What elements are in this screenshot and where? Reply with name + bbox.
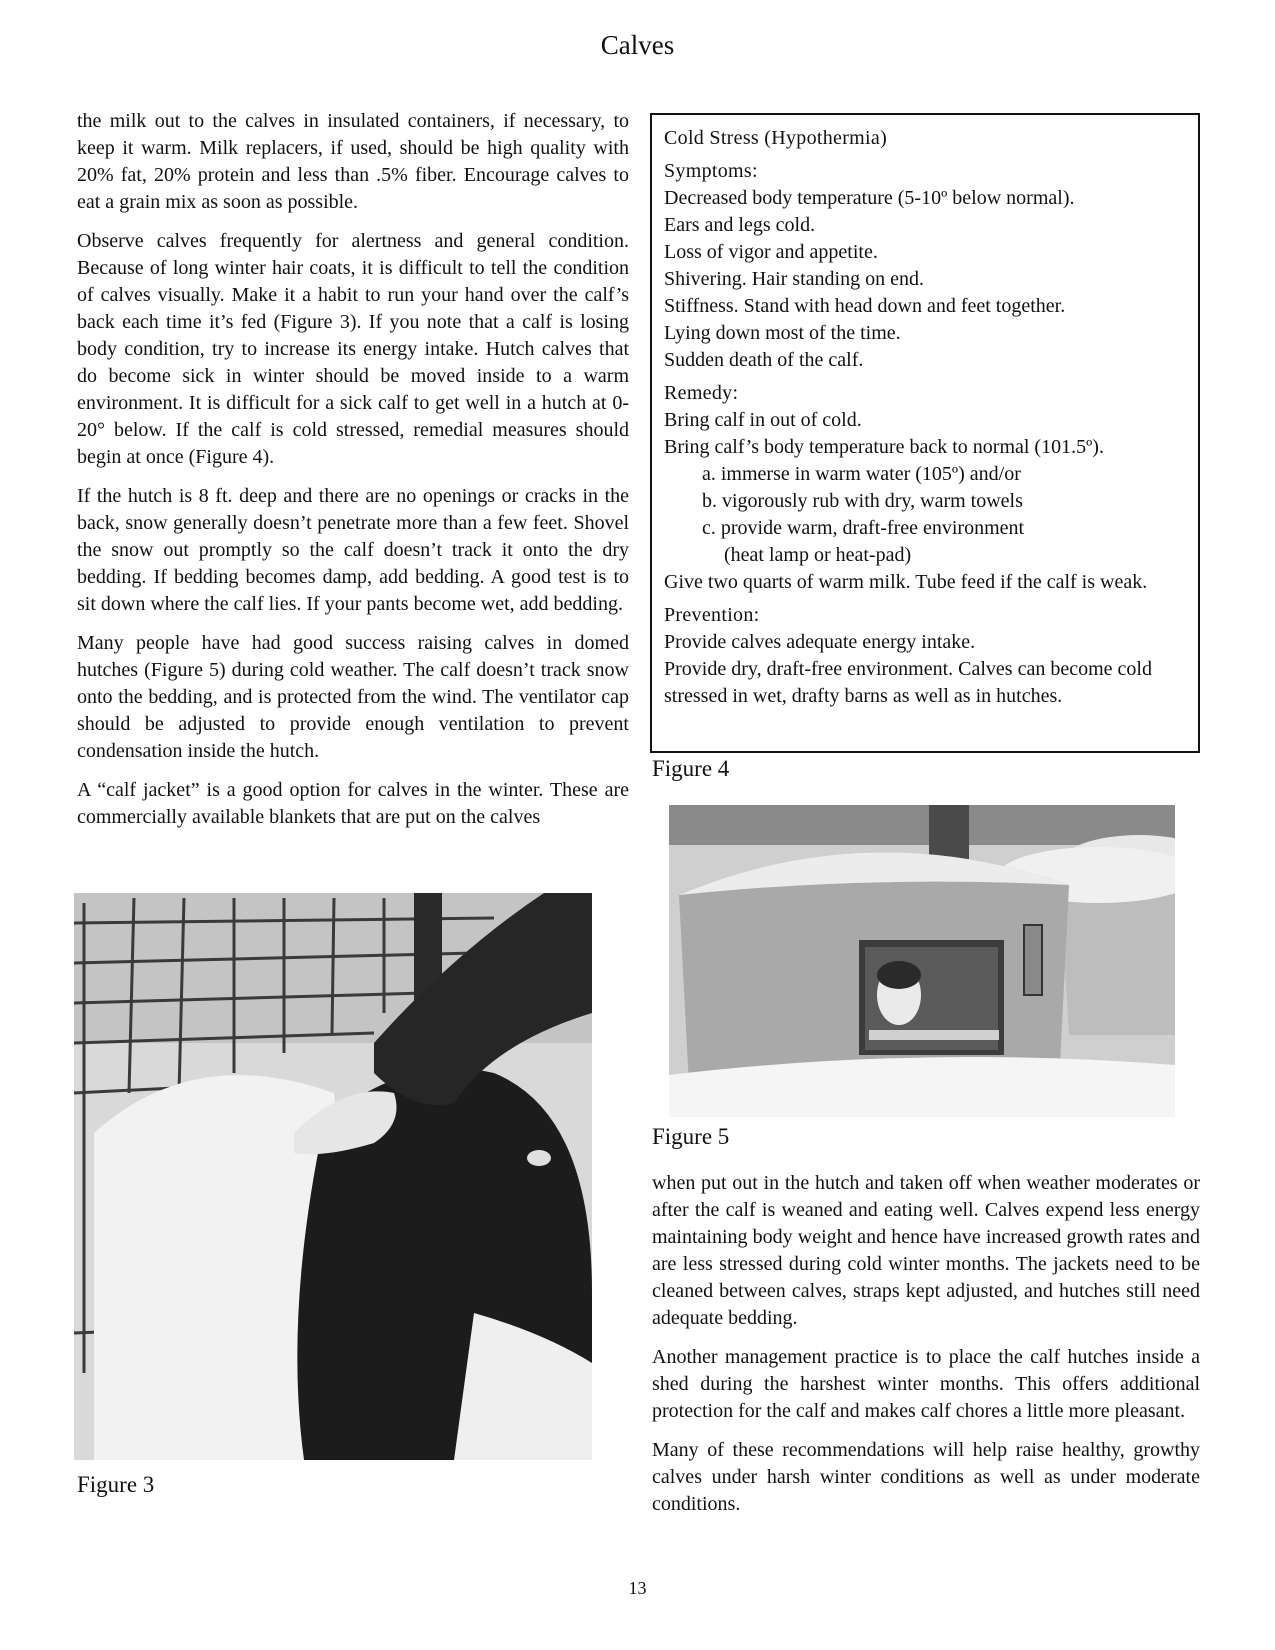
paragraph: Observe calves frequently for alertness and general condition. Because of long winter hair coats, it is difficult to tell the condition of calves visually. Make it a habit to run your hand over the calf’s back each time it’s fed (Figure 3). If you note that a calf is losing body condition, try to increase its energy intake. Hutch calves that do become sick in winter should be moved inside to a warm environment. It is difficult for a sick calf to get well in a hutch at 0-20° below. If the calf is cold stressed, remedial measures should begin at once (Figure 4). [77,230,629,468]
box-title: Cold Stress (Hypothermia) [664,127,888,149]
paragraph: If the hutch is 8 ft. deep and there are no openings or cracks in the back, snow generally doesn’t penetrate more than a few feet. Shovel the snow out promptly so the calf doesn’t track it onto the dry bedding. If bedding becomes damp, add bedding. A good test is to sit down where the calf lies. If your pants become wet, add bedding. [77,485,629,615]
paragraph: Many of these recommendations will help raise healthy, growthy calves under harsh winter conditions as well as under moderate conditions. [652,1439,1200,1515]
figure4-caption: Figure 4 [652,756,730,781]
paragraph: Many people have had good success raising calves in domed hutches (Figure 5) during cold weather. The calf doesn’t track snow onto the bedding, and is protected from the wind. The ventilator cap should be adjusted to provide enough ventilation to prevent condensation inside the hutch. [77,632,629,762]
figure5-photo [669,805,1175,1117]
remedy-sub-line: c. provide warm, draft-free environment [702,517,1025,539]
calf-hand-image [74,893,592,1460]
domed-hutch-image [669,805,1175,1117]
page-number: 13 [628,1578,647,1598]
figure3-caption: Figure 3 [77,1472,155,1497]
remedy-sub-continuation: (heat lamp or heat-pad) [724,544,912,566]
right-column [652,1170,1200,1530]
symptom-line: Lying down most of the time. [664,322,901,344]
remedy-sub-line: b. vigorously rub with dry, warm towels [702,490,1023,512]
figure4-box [650,113,1200,753]
symptom-line: Shivering. Hair standing on end. [664,268,924,290]
remedy-final: Give two quarts of warm milk. Tube feed if the calf is weak. [664,571,1148,593]
paragraph: the milk out to the calves in insulated containers, if necessary, to keep it warm. Milk replacers, if used, should be high quality with 20% fat, 20% protein and less than .5% fiber. Encourage calves to eat a grain mix as soon as possible. [77,110,629,213]
symptom-line: Decreased body temperature (5-10º below normal). [664,187,1075,209]
figure3-photo [74,893,592,1460]
paragraph: Another management practice is to place the calf hutches inside a shed during the harshest winter months. This offers additional protection for the calf and makes calf chores a little more pleasant. [652,1346,1200,1422]
symptom-line: Ears and legs cold. [664,214,816,236]
prevention-heading: Prevention: [664,604,760,626]
prevention-line: Provide dry, draft-free environment. Calves can become cold stressed in wet, drafty barns as well as in hutches. [664,658,1152,707]
running-head: Calves [600,30,675,60]
remedy-sub-line: a. immerse in warm water (105º) and/or [702,463,1021,485]
figure5-caption: Figure 5 [652,1124,730,1149]
paragraph: when put out in the hutch and taken off when weather moderates or after the calf is weaned and eating well. Calves expend less energy maintaining body weight and hence have increased growth rates and are less stressed during cold winter months. The jackets need to be cleaned between calves, straps kept adjusted, and hutches still need adequate bedding. [652,1172,1200,1329]
remedy-heading: Remedy: [664,382,739,404]
symptom-line: Sudden death of the calf. [664,349,864,371]
symptoms-heading: Symptoms: [664,160,758,182]
paragraph: A “calf jacket” is a good option for calves in the winter. These are commercially available blankets that are put on the calves [77,779,629,828]
left-column [77,108,629,843]
prevention-line: Provide calves adequate energy intake. [664,631,976,653]
remedy-line: Bring calf’s body temperature back to normal (101.5º). [664,436,1104,458]
symptom-line: Stiffness. Stand with head down and feet together. [664,295,1066,317]
remedy-line: Bring calf in out of cold. [664,409,862,431]
symptom-line: Loss of vigor and appetite. [664,241,878,263]
